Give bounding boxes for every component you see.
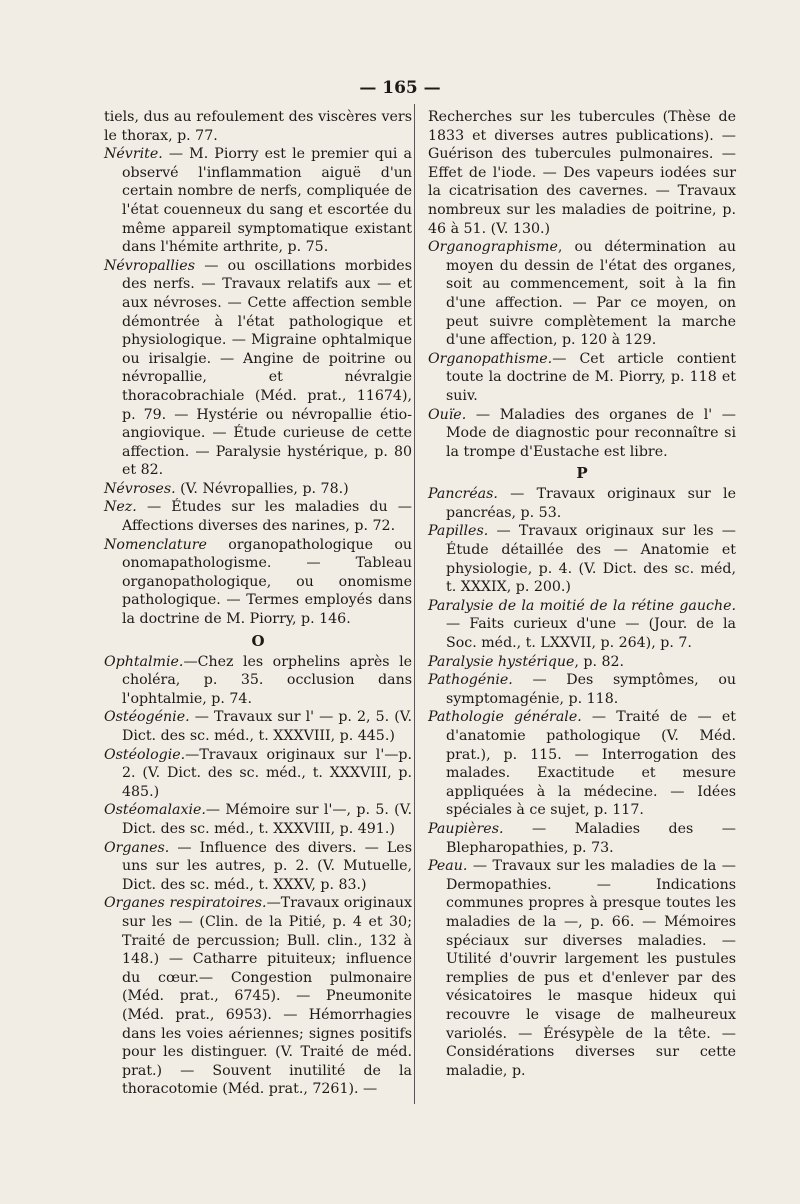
entry-text: —Travaux originaux sur les — (Clin. de la Pitié, p. 4 et 30; Traité de percussion; Bull. clin., 132 à 148.) — Catharre pituiteux; influence du cœur.— Congestion pulmonaire (Méd. prat., 6745). — Pneumonite (Méd. prat., 6953). — Hémorrhagies dans les voies aériennes; signes positifs pour les distinguer. (V. Traité de méd. prat.) — Souvent inutilité de la thoracotomie (Méd. prat., 7261). —	[122, 895, 412, 1098]
entry-text: organopathologique ou onomapathologisme. — Tableau organopathologique, ou onomisme pathologique. — Termes employés dans la doctrine de M. Piorry, p. 146.	[122, 536, 412, 628]
entry-text: — Faits curieux d'une — (Jour. de la Soc. méd., t. LXXVII, p. 264), p. 7.	[446, 616, 736, 652]
right-column	[428, 108, 736, 1080]
index-entry	[428, 653, 736, 672]
entry-term: Organes respiratoires.	[104, 895, 267, 912]
left-entries-before	[104, 145, 412, 628]
entry-term: Organographisme	[428, 239, 558, 256]
index-entry	[428, 238, 736, 350]
entry-term: Organopathisme.	[428, 350, 553, 367]
index-entry	[428, 708, 736, 820]
entry-text: , ou détermination au moyen du dessin de l'état des organes, soit au commencement, soit à la fin d'une affection. — Par ce moyen, on peut suivre complètement la marche d'une affection, p. 120 à 129.	[446, 239, 736, 349]
index-entry	[104, 708, 412, 745]
index-entry	[428, 485, 736, 522]
index-entry	[104, 498, 412, 535]
entry-term: Névrite.	[104, 146, 163, 163]
entry-text: — Influence des divers. — Les uns sur les autres, p. 2. (V. Mutuelle, Dict. des sc. méd., t. XXXV, p. 83.)	[122, 839, 412, 893]
page-number: — 165 —	[359, 78, 441, 98]
entry-term: Ostéomalaxie.	[104, 802, 206, 819]
index-entry	[104, 653, 412, 709]
right-entries-before	[428, 238, 736, 461]
entry-text: — Études sur les maladies du — Affections diverses des narines, p. 72.	[122, 499, 412, 535]
index-entry	[104, 536, 412, 629]
entry-term: Paralysie de la moitié de la rétine gauche.	[428, 597, 736, 614]
entry-text: — Cet article contient toute la doctrine de M. Piorry, p. 118 et suiv.	[446, 350, 736, 404]
entry-term: Ostéogénie.	[104, 709, 190, 726]
entry-text: — Travaux originaux sur les — Étude détaillée des — Anatomie et physiologie, p. 4. (V. Dict. des sc. méd, t. XXXIX, p. 200.)	[446, 523, 736, 596]
entry-term: Nomenclature	[104, 536, 207, 553]
column-divider	[414, 104, 415, 1104]
entry-text: — Mémoire sur l'—, p. 5. (V. Dict. des sc. méd., t. XXXVIII, p. 491.)	[122, 802, 412, 837]
left-column	[104, 108, 412, 1099]
index-entry	[104, 746, 412, 802]
index-entry	[428, 522, 736, 596]
entry-text: — Travaux sur les maladies de la — Dermopathies. — Indications communes propres à presque toutes les maladies de la —, p. 66. — Mémoires spéciaux sur diverses maladies. — Utilité d'ouvrir largement les pustules remplies de pus et d'enlever par des vésicatoires le masque hideux qui recouvre le visage de malheureux variolés. — Érésypèle de la tête. — Considérations diverses sur cette maladie, p.	[446, 858, 736, 1079]
index-entry	[104, 801, 412, 838]
index-entry	[104, 257, 412, 480]
index-entry	[104, 894, 412, 1099]
entry-term: Ouïe.	[428, 406, 467, 423]
index-entry	[428, 857, 736, 1080]
index-entry	[104, 480, 412, 499]
section-letter-o: O	[251, 631, 265, 650]
entry-text: — Maladies des organes de l' — Mode de diagnostic pour reconnaître si la trompe d'Eustache est libre.	[446, 406, 736, 460]
entry-term: Ostéologie.	[104, 746, 186, 763]
entry-term: Paupières.	[428, 820, 504, 837]
index-entry	[428, 820, 736, 857]
left-entries-after	[104, 653, 412, 1099]
index-entry	[428, 350, 736, 406]
entry-text: — Des symptômes, ou symptomagénie, p. 118.	[446, 672, 736, 707]
entry-text: —Chez les orphelins après le choléra, p. 35. occlusion dans l'ophtalmie, p. 74.	[122, 653, 412, 707]
entry-term: Organes.	[104, 839, 170, 856]
entry-term: Névroses.	[104, 480, 176, 497]
index-entry	[428, 406, 736, 462]
entry-term: Peau.	[428, 858, 468, 875]
entry-term: Ophtalmie.	[104, 653, 184, 670]
entry-term: Nez.	[104, 499, 137, 516]
entry-term: Pathogénie.	[428, 672, 513, 689]
right-entries-after	[428, 485, 736, 1080]
index-entry	[104, 145, 412, 257]
index-entry	[428, 671, 736, 708]
entry-text: — ou oscillations morbides des nerfs. — Travaux relatifs aux — et aux névroses. — Cette affection semble démontrée à l'état pathologique et physiologique. — Migraine ophtalmique ou irisalgie. — Angine de poitrine ou névropallie, et névralgie thoracobrachiale (Méd. prat., 11674), p. 79. — Hystérie ou névropallie étio-angiovique. — Étude curieuse de cette affection. — Paralysie hystérique, p. 80 et 82.	[122, 257, 412, 479]
entry-text: — Travaux sur l' — p. 2, 5. (V. Dict. des sc. méd., t. XXXVIII, p. 445.)	[122, 709, 412, 744]
entry-text: — Travaux originaux sur le pancréas, p. 53.	[446, 486, 736, 521]
entry-text: — Maladies des — Blepharopathies, p. 73.	[446, 820, 736, 856]
right-continuation: Recherches sur les tubercules (Thèse de 1833 et diverses autres publications). — Guérison des tubercules pulmonaires. — Effet de l'iode. — Des vapeurs iodées sur la cicatrisation des cavernes. — Travaux nombreux sur les maladies de poitrine, p. 46 à 51. (V. 130.)	[428, 109, 736, 237]
entry-term: Pathologie générale.	[428, 709, 582, 726]
entry-text: —Travaux originaux sur l'—p. 2. (V. Dict. des sc. méd., t. XXXVIII, p. 485.)	[122, 746, 412, 800]
index-entry	[428, 597, 736, 653]
entry-text: , p. 82.	[574, 653, 625, 670]
entry-term: Pancréas.	[428, 486, 498, 503]
entry-text: (V. Névropallies, p. 78.)	[175, 480, 349, 497]
entry-text: — M. Piorry est le premier qui a observé l'inflammation aiguë d'un certain nombre de nerfs, compliquée de l'état couenneux du sang et escortée du même appareil symptomatique existant dans l'hémite arthrite, p. 75.	[122, 146, 412, 256]
index-entry	[104, 839, 412, 895]
entry-text: — Traité de — et d'anatomie pathologique (V. Méd. prat.), p. 115. — Interrogation des malades. Exactitude et mesure appliquées à la médecine. — Idées spéciales à ce sujet, p. 117.	[446, 709, 736, 819]
entry-term: Papilles.	[428, 523, 489, 540]
entry-term: Névropallies	[104, 257, 195, 274]
entry-term: Paralysie hystérique	[428, 653, 575, 670]
left-continuation: tiels, dus au refoulement des viscères vers le thorax, p. 77.	[104, 109, 412, 144]
section-letter-p: P	[576, 464, 588, 483]
